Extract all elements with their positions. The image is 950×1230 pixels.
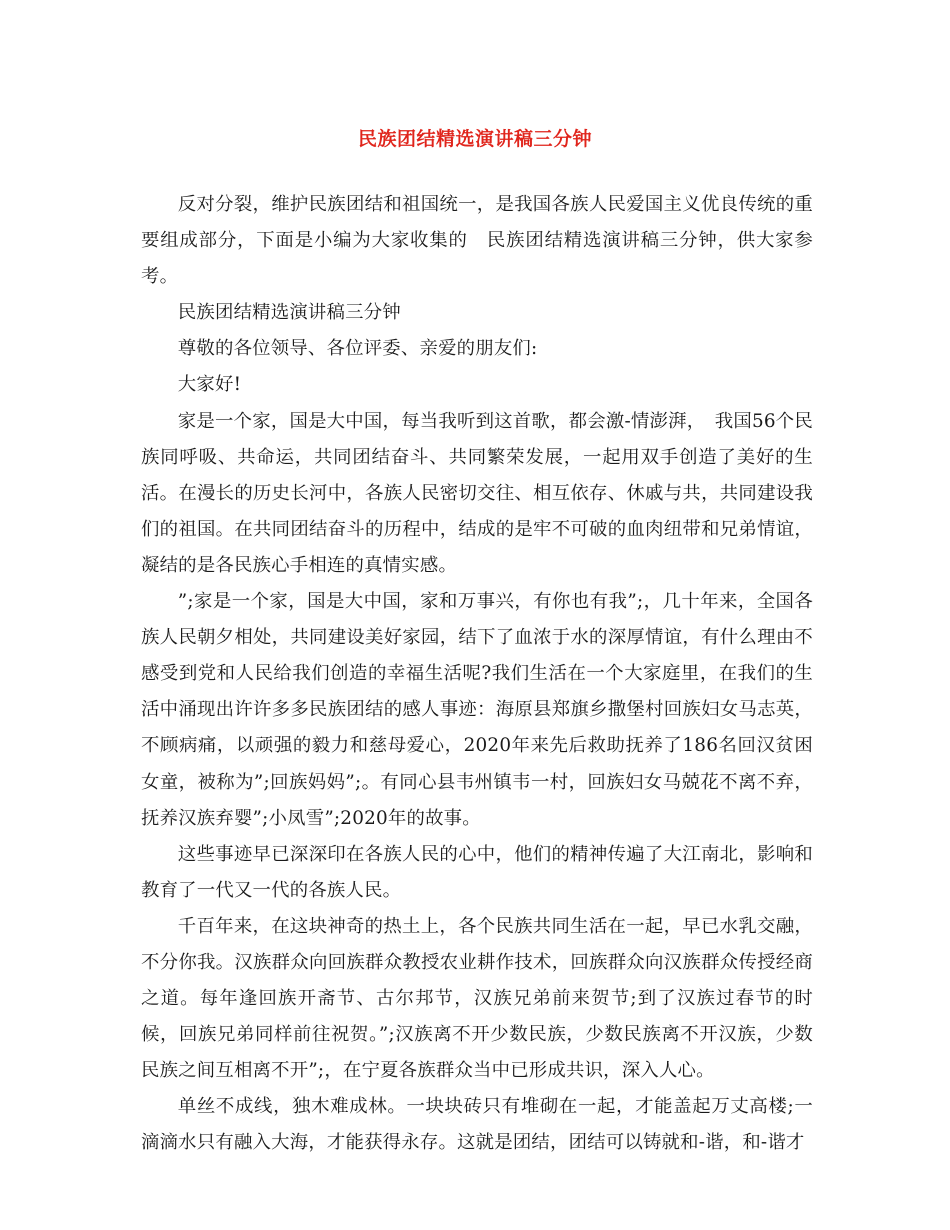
paragraph-greeting: 大家好! <box>177 374 242 396</box>
paragraph-intro: 反对分裂，维护民族团结和祖国统一，是我国各族人民爱国主义优良传统的重要组成部分，下面是小编为大家收集的 民族团结精选演讲稿三分钟，供大家参考。 <box>141 194 813 288</box>
paragraph-subtitle: 民族团结精选演讲稿三分钟 <box>177 302 401 324</box>
paragraph-salutation: 尊敬的各位领导、各位评委、亲爱的朋友们: <box>177 338 538 360</box>
paragraph-stories: ”;家是一个家，国是大中国，家和万事兴，有你也有我”;，几十年来，全国各族人民朝夕相处，共同建设美好家园，结下了血浓于水的深厚情谊，有什么理由不感受到党和人民给我们创造的幸福生活呢?我们生活在一个大家庭里，在我们的生活中涌现出许许多多民族团结的感人事迹：海原县郑旗乡撒堡村回族妇女马志英，不顾病痛，以顽强的毅力和慈母爱心，2020年来先后救助抚养了186名回汉贫困女童，被称为”;回族妈妈”;。有同心县韦州镇韦一村，回族妇女马兢花不离不弃，抚养汉族弃婴”;小凤雪”;2020年的故事。 <box>141 591 813 829</box>
paragraph-home-country: 家是一个家，国是大中国，每当我听到这首歌，都会激-情澎湃， 我国56个民族同呼吸、共命运，共同团结奋斗、共同繁荣发展，一起用双手创造了美好的生活。在漫长的历史长河中，各族人民密切交往、相互依存、休戚与共，共同建设我们的祖国。在共同团结奋斗的历程中，结成的是牢不可破的血肉纽带和兄弟情谊，凝结的是各民族心手相连的真情实感。 <box>141 410 813 576</box>
document-body <box>141 187 813 1162</box>
paragraph-legacy: 这些事迹早已深深印在各族人民的心中，他们的精神传遍了大江南北，影响和教育了一代又一代的各族人民。 <box>141 843 813 901</box>
page-title: 民族团结精选演讲稿三分钟 <box>357 128 592 150</box>
paragraph-centuries: 千百年来，在这块神奇的热土上，各个民族共同生活在一起，早已水乳交融，不分你我。汉族群众向回族群众教授农业耕作技术，回族群众向汉族群众传授经商之道。每年逢回族开斋节、古尔邦节，汉族兄弟前来贺节;到了汉族过春节的时候，回族兄弟同样前往祝贺。”;汉族离不开少数民族，少数民族离不开汉族，少数民族之间互相离不开”;，在宁夏各族群众当中已形成共识，深入人心。 <box>141 915 813 1082</box>
paragraph-unity: 单丝不成线，独木难成林。一块块砖只有堆砌在一起，才能盖起万丈高楼;一滴滴水只有融入大海，才能获得永存。这就是团结，团结可以铸就和-谐，和-谐才 <box>141 1096 813 1154</box>
